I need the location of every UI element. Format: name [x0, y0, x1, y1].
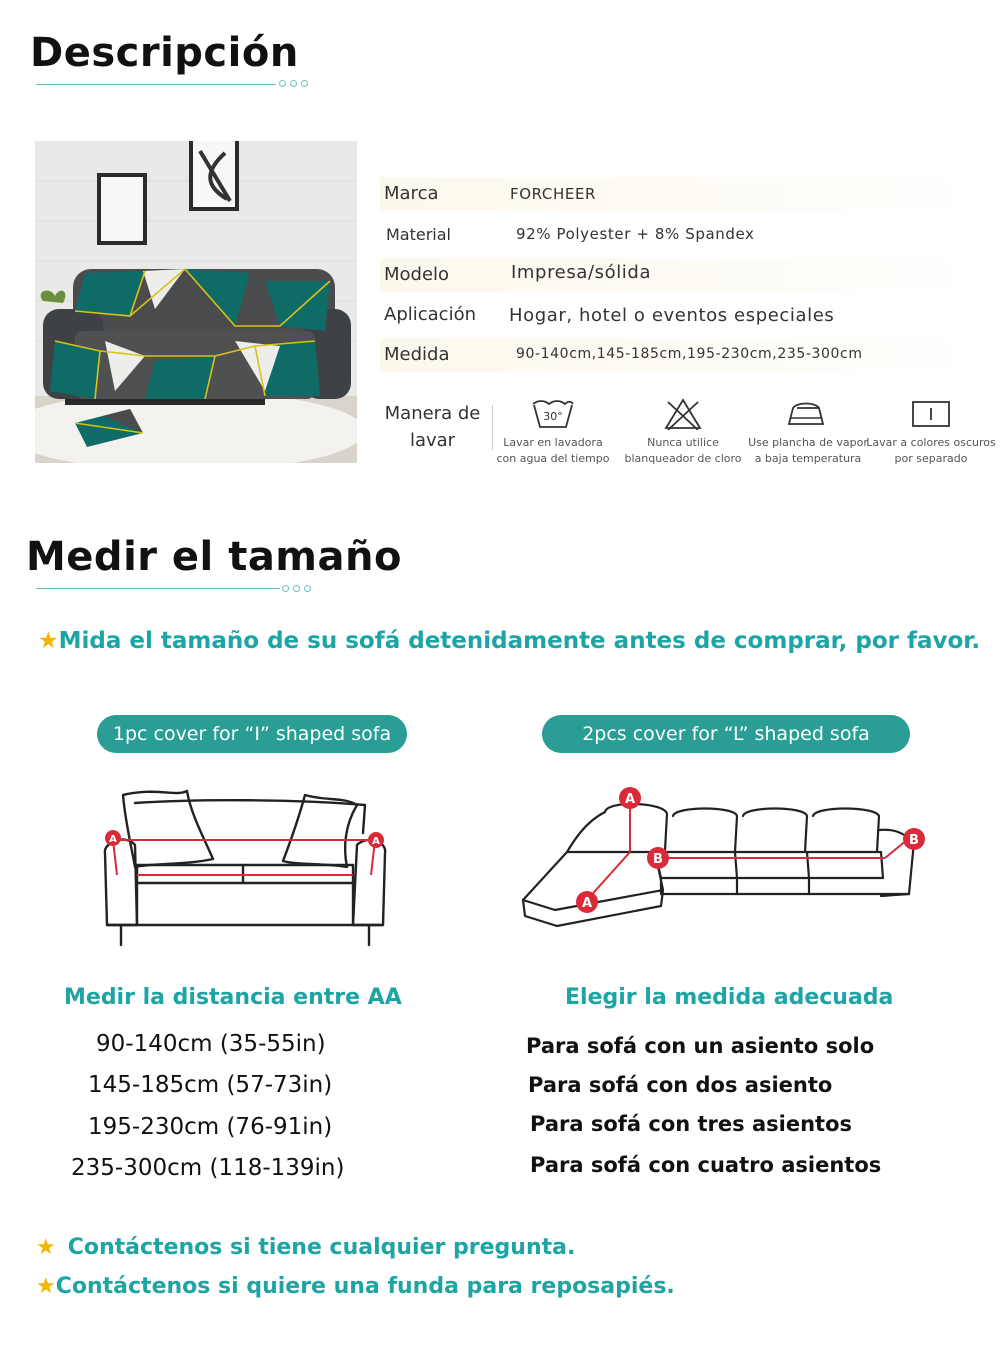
wash-caption [488, 435, 618, 467]
marker-label: A [372, 836, 380, 847]
wash-caption [743, 435, 873, 467]
product-photo [35, 141, 357, 463]
usage-option: Para sofá con tres asientos [530, 1112, 852, 1136]
section-title-description: Descripción [30, 30, 299, 76]
spec-value: Impresa/sólida [511, 262, 652, 283]
spec-label: Medida [384, 344, 450, 365]
star-icon: ★ [36, 1274, 56, 1299]
marker-label: A [109, 834, 117, 845]
spec-label: Marca [384, 183, 439, 204]
wash-item-iron [743, 398, 873, 467]
usage-option: Para sofá con un asiento solo [526, 1034, 875, 1058]
divider-dots [282, 585, 311, 592]
wash-caption-line: a baja temperatura [754, 452, 862, 465]
spec-row-size [380, 338, 980, 372]
spec-row-application [380, 298, 980, 332]
usage-option: Para sofá con cuatro asientos [530, 1153, 882, 1177]
wash-label [380, 400, 485, 454]
wash-caption-line: con agua del tiempo [496, 452, 610, 465]
wash-item-separate [866, 398, 996, 467]
contact-text: Contáctenos si tiene cualquier pregunta. [67, 1235, 576, 1260]
marker-a-right [368, 832, 384, 848]
left-heading: Medir la distancia entre AA [64, 985, 402, 1010]
l-sofa-diagram [515, 782, 935, 942]
wash-caption [866, 435, 996, 467]
wash-caption [618, 435, 748, 467]
size-option: 145-185cm (57-73in) [88, 1072, 333, 1098]
no-bleach-icon [660, 398, 706, 430]
spec-label: Aplicación [384, 304, 476, 325]
marker-label: A [581, 896, 593, 911]
separate-colors-icon [908, 398, 954, 430]
marker-a-top [619, 787, 641, 809]
wash-item-no-bleach [618, 398, 748, 467]
contact-line-2 [36, 1274, 675, 1299]
spec-value: 92% Polyester + 8% Spandex [516, 225, 755, 243]
spec-value: Hogar, hotel o eventos especiales [509, 305, 835, 326]
advice-text: Mida el tamaño de su sofá detenidamente antes de comprar, por favor. [58, 628, 981, 654]
spec-row-material [380, 217, 980, 251]
divider [36, 84, 276, 85]
wash-caption-line: Lavar a colores oscuros [866, 436, 996, 449]
spec-label: Material [386, 225, 451, 244]
iron-icon [785, 398, 831, 430]
marker-label: A [624, 792, 636, 807]
marker-label: B [653, 852, 663, 867]
contact-line-1 [36, 1235, 575, 1260]
marker-label: B [909, 833, 919, 848]
wash-caption-line: blanqueador de cloro [624, 452, 742, 465]
size-option: 235-300cm (118-139in) [71, 1155, 345, 1181]
pill-i-shaped: 1pc cover for “I” shaped sofa [97, 715, 407, 753]
spec-value: 90-140cm,145-185cm,195-230cm,235-300cm [516, 346, 863, 362]
marker-a-bottom [576, 891, 598, 913]
wash-temperature: 30° [543, 410, 563, 423]
wash-caption-line: Lavar en lavadora [503, 436, 603, 449]
wash-caption-line: Nunca utilice [647, 436, 719, 449]
section-title-measure: Medir el tamaño [26, 534, 402, 580]
wash-label-line2: lavar [409, 430, 456, 451]
wash-caption-line: Use plancha de vapor [748, 436, 868, 449]
marker-a-left [105, 830, 121, 846]
spec-row-model [380, 258, 980, 292]
usage-option: Para sofá con dos asiento [528, 1073, 833, 1097]
contact-text: Contáctenos si quiere una funda para reposapiés. [55, 1274, 675, 1299]
star-icon: ★ [38, 628, 59, 654]
size-option: 195-230cm (76-91in) [88, 1114, 333, 1140]
measure-advice [38, 628, 980, 654]
size-option: 90-140cm (35-55in) [96, 1031, 326, 1057]
star-icon: ★ [36, 1235, 56, 1260]
wash-item-machine [488, 398, 618, 467]
wash-caption-line: por separado [894, 452, 968, 465]
right-heading: Elegir la medida adecuada [565, 985, 894, 1010]
i-sofa-diagram [95, 785, 395, 955]
spec-value: FORCHEER [510, 185, 597, 203]
divider [36, 588, 280, 589]
marker-b-right [903, 828, 925, 850]
spec-label: Modelo [384, 264, 450, 285]
pill-l-shaped: 2pcs cover for “L” shaped sofa [542, 715, 910, 753]
wash-label-line1: Manera de [384, 403, 481, 424]
marker-b-left [647, 847, 669, 869]
spec-row-brand [380, 177, 980, 211]
wash-tub-icon [530, 398, 576, 430]
divider-dots [279, 80, 308, 87]
